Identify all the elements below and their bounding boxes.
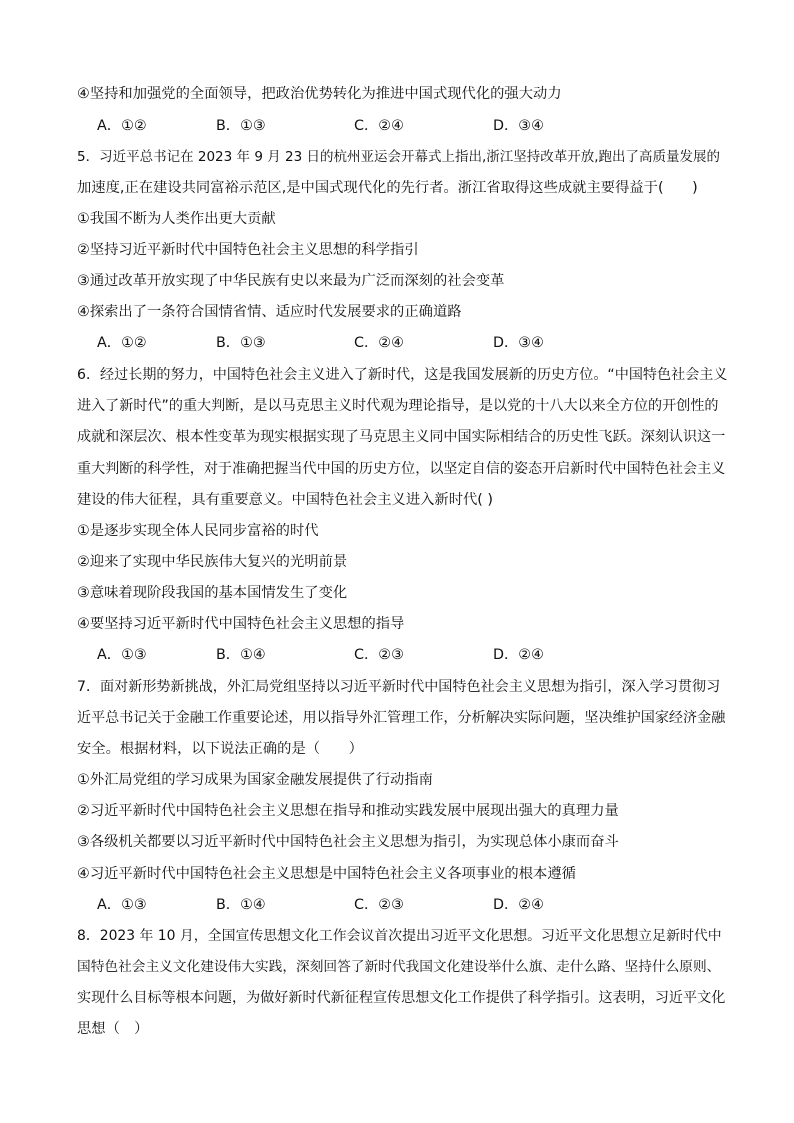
q8-stem-line-4: 思想（ ） bbox=[77, 1021, 149, 1037]
q5-option-d: D．③④ bbox=[493, 335, 544, 351]
q5-option-b: B．①③ bbox=[216, 335, 266, 351]
q5-stem-line-2: 加速度,正在建设共同富裕示范区,是中国式现代化的先行者。浙江省取得这些成就主要得益于( ) bbox=[77, 180, 698, 196]
q7-stem-line-1: 7．面对新形势新挑战，外汇局党组坚持以习近平新时代中国特色社会主义思想为指引，深入学习贯彻习 bbox=[77, 679, 721, 695]
q6-stem-line-3: 成就和深层次、根本性变革为现实根据实现了马克思主义同中国实际相结合的历史性飞跃。深刻认识这一 bbox=[77, 429, 726, 445]
q4-option-b: B．①③ bbox=[216, 118, 266, 134]
q6-stem-line-1: 6．经过长期的努力，中国特色社会主义进入了新时代，这是我国发展新的历史方位。“中国特色社会主义 bbox=[77, 367, 728, 383]
q7-item-1: ①外汇局党组的学习成果为国家金融发展提供了行动指南 bbox=[77, 772, 433, 788]
q4-option-c: C．②④ bbox=[354, 118, 404, 134]
q7-stem-line-2: 近平总书记关于金融工作重要论述，用以指导外汇管理工作，分析解决实际问题，坚决维护国家经济金融 bbox=[77, 710, 726, 726]
q4-options bbox=[97, 116, 697, 136]
q7-option-a: A．①③ bbox=[97, 897, 147, 913]
q7-option-c: C．②③ bbox=[354, 897, 404, 913]
q4-option-d: D．③④ bbox=[493, 118, 544, 134]
q6-option-c: C．②③ bbox=[354, 647, 404, 663]
q6-option-b: B．①④ bbox=[216, 647, 266, 663]
q6-item-4: ④要坚持习近平新时代中国特色社会主义思想的指导 bbox=[77, 616, 405, 632]
q5-item-3: ③通过改革开放实现了中华民族有史以来最为广泛而深刻的社会变革 bbox=[77, 273, 505, 289]
q8-stem-line-3: 实现什么目标等根本问题，为做好新时代新征程宣传思想文化工作提供了科学指引。这表明，习近平文化 bbox=[77, 990, 726, 1006]
q6-item-1: ①是逐步实现全体人民同步富裕的时代 bbox=[77, 523, 319, 539]
q6-option-a: A．①③ bbox=[97, 647, 147, 663]
q7-item-4: ④习近平新时代中国特色社会主义思想是中国特色社会主义各项事业的根本遵循 bbox=[77, 866, 576, 882]
q5-stem-line-1: 5．习近平总书记在 2023 年 9 月 23 日的杭州亚运会开幕式上指出,浙江坚持改革开放,跑出了高质量发展的 bbox=[77, 149, 721, 165]
q8-stem-line-1: 8．2023 年 10 月，全国宣传思想文化工作会议首次提出习近平文化思想。习近平文化思想立足新时代中 bbox=[77, 928, 722, 944]
q6-stem-line-2: 进入了新时代”的重大判断，是以马克思主义时代观为理论指导，是以党的十八大以来全方位的开创性的 bbox=[77, 398, 719, 414]
q5-options bbox=[97, 333, 697, 353]
q8-stem-line-2: 国特色社会主义文化建设伟大实践，深刻回答了新时代我国文化建设举什么旗、走什么路、坚持什么原则、 bbox=[77, 959, 721, 975]
q7-option-b: B．①④ bbox=[216, 897, 266, 913]
q6-item-2: ②迎来了实现中华民族伟大复兴的光明前景 bbox=[77, 554, 348, 570]
q7-item-2: ②习近平新时代中国特色社会主义思想在指导和推动实践发展中展现出强大的真理力量 bbox=[77, 803, 619, 819]
q6-stem-line-5: 建设的伟大征程，具有重要意义。中国特色社会主义进入新时代( ) bbox=[77, 492, 494, 508]
q6-option-d: D．②④ bbox=[493, 647, 544, 663]
q5-item-1: ①我国不断为人类作出更大贡献 bbox=[77, 211, 276, 227]
q5-item-4: ④探索出了一条符合国情省情、适应时代发展要求的正确道路 bbox=[77, 304, 462, 320]
q7-item-3: ③各级机关都要以习近平新时代中国特色社会主义思想为指引，为实现总体小康而奋斗 bbox=[77, 834, 619, 850]
q5-option-a: A．①② bbox=[97, 335, 147, 351]
q6-item-3: ③意味着现阶段我国的基本国情发生了变化 bbox=[77, 585, 348, 601]
q6-options bbox=[97, 645, 697, 665]
q7-option-d: D．②④ bbox=[493, 897, 544, 913]
q4-item-4: ④坚持和加强党的全面领导，把政治优势转化为推进中国式现代化的强大动力 bbox=[77, 86, 562, 102]
q6-stem-line-4: 重大判断的科学性，对于准确把握当代中国的历史方位，以坚定自信的姿态开启新时代中国特色社会主义 bbox=[77, 461, 726, 477]
q4-option-a: A．①② bbox=[97, 118, 147, 134]
q5-item-2: ②坚持习近平新时代中国特色社会主义思想的科学指引 bbox=[77, 242, 419, 258]
q5-option-c: C．②④ bbox=[354, 335, 404, 351]
q7-options bbox=[97, 895, 697, 915]
q7-stem-line-3: 安全。根据材料，以下说法正确的是（ ） bbox=[77, 741, 363, 757]
